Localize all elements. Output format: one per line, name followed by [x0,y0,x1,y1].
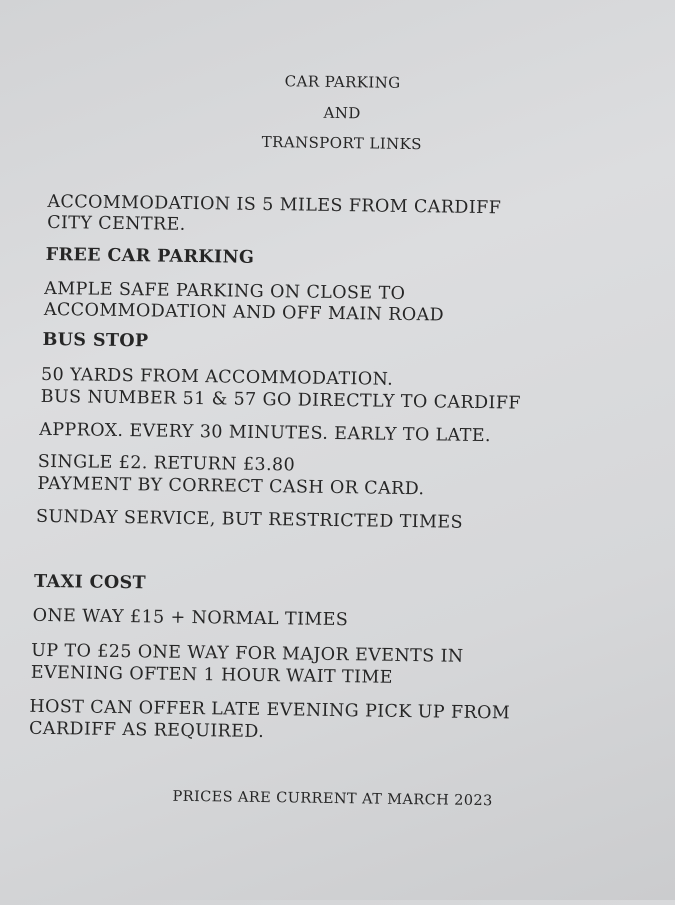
bus-line-1: 50 YARDS FROM ACCOMMODATION. [40,364,394,390]
title-line-3: TRANSPORT LINKS [261,132,423,154]
prices-footer: PRICES ARE CURRENT AT MARCH 2023 [172,788,493,810]
taxi-events-line-2: EVENING OFTEN 1 HOUR WAIT TIME [30,662,394,688]
parking-line-1: AMPLE SAFE PARKING ON CLOSE TO [44,278,406,304]
host-line-2: CARDIFF AS REQUIRED. [28,718,265,743]
accommodation-line-2: CITY CENTRE. [47,212,186,235]
accommodation-line-1: ACCOMMODATION IS 5 MILES FROM CARDIFF [47,191,502,219]
sunday-service: SUNDAY SERVICE, BUT RESTRICTED TIMES [35,506,464,533]
host-line-1: HOST CAN OFFER LATE EVENING PICK UP FROM [29,696,511,724]
bus-heading: BUS STOP [42,329,149,352]
taxi-events-line-1: UP TO £25 ONE WAY FOR MAJOR EVENTS IN [31,640,464,667]
fares-line-1: SINGLE £2. RETURN £3.80 [37,451,296,476]
title-line-1: CAR PARKING [284,72,401,92]
fares-line-2: PAYMENT BY CORRECT CASH OR CARD. [37,473,425,500]
parking-heading: FREE CAR PARKING [45,244,255,268]
taxi-heading: TAXI COST [33,571,147,594]
parking-line-2: ACCOMMODATION AND OFF MAIN ROAD [43,299,445,326]
taxi-normal: ONE WAY £15 + NORMAL TIMES [32,605,349,631]
bus-line-2: BUS NUMBER 51 & 57 GO DIRECTLY TO CARDIFF [40,386,522,414]
title-line-2: AND [323,103,361,123]
bus-frequency: APPROX. EVERY 30 MINUTES. EARLY TO LATE. [39,419,492,447]
